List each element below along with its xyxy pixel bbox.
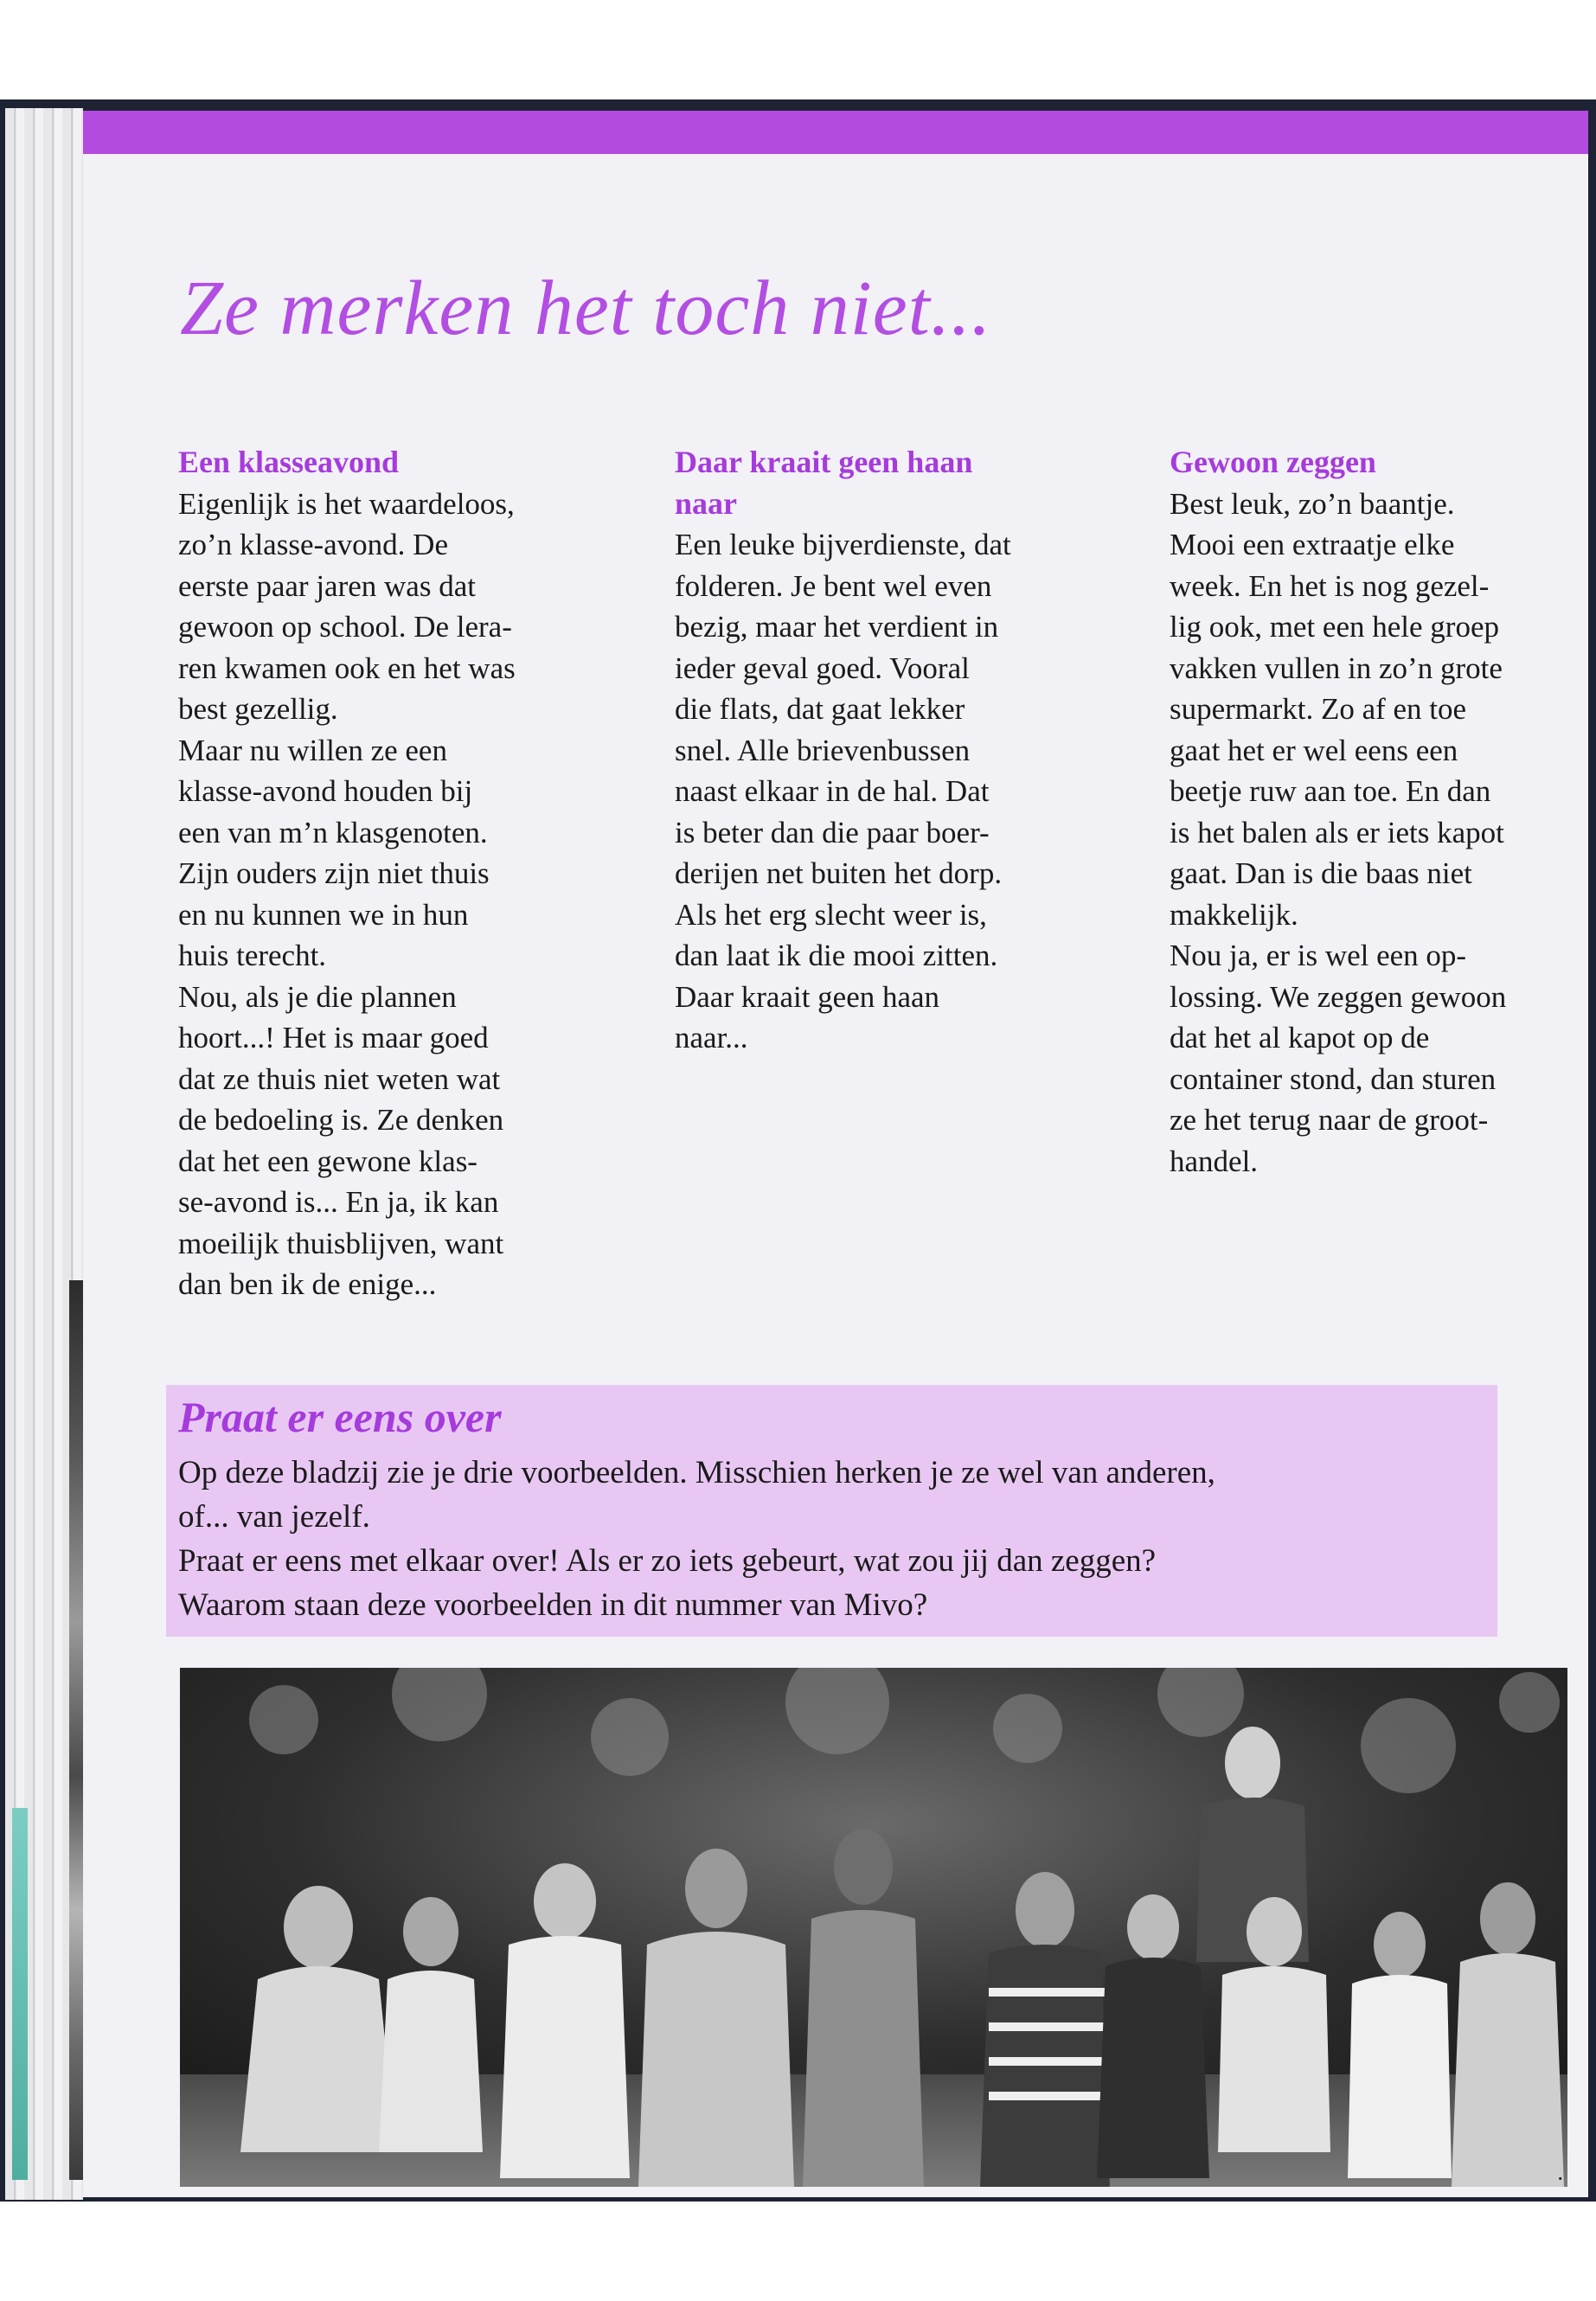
column-heading: Een klasseavond [178, 445, 400, 479]
column-klasseavond [178, 442, 585, 1305]
magazine-page [83, 111, 1588, 2197]
column-heading: Daar kraait geen haan naar [675, 445, 973, 521]
group-photo-image [180, 1668, 1567, 2187]
discussion-box [166, 1385, 1497, 1637]
discussion-line: Praat er eens met elkaar over! Als er zo iets gebeurt, wat zou jij dan zeggen? [178, 1543, 1157, 1579]
group-photo [180, 1668, 1567, 2187]
column-body: Eigenlijk is het waardeloos, zo’n klasse-avond. De eerste paar jaren was dat gewoon op school. De lera- ren kwamen ook en het was best gezellig. Maar nu willen ze een klasse-avond houden bij een van m’n klasgenoten. Zijn ouders zijn niet thuis en nu kunnen we in hun huis terecht. Nou, als je die plannen hoort...! Het is maar goed dat ze thuis niet weten wat de bedoeling is. Ze denken dat het een gewone klas- se-avond is... En ja, ik kan moeilijk thuisblijven, want dan ben ik de enige... [178, 486, 516, 1301]
teal-page-edge [12, 1808, 28, 2180]
discussion-heading: Praat er eens over [178, 1393, 502, 1441]
column-gewoon-zeggen [1170, 442, 1576, 1182]
column-body: Een leuke bijverdienste, dat folderen. Je bent wel even bezig, maar het verdient in ieder geval goed. Vooral die flats, dat gaat lekker snel. Alle brievenbussen naast elkaar in de hal. Dat is beter dan die paar boer- derijen net buiten het dorp. Als het erg slecht weer is, dan laat ik die mooi zitten. Daar kraait geen haan naar... [675, 528, 1011, 1054]
accent-bar [83, 111, 1588, 154]
column-heading: Gewoon zeggen [1170, 445, 1376, 479]
column-body: Best leuk, zo’n baantje. Mooi een extraatje elke week. En het is nog gezel- lig ook, met een hele groep vakken vullen in zo’n grote supermarkt. Zo af en toe gaat het er wel eens een beetje ruw aan toe. En dan is het balen als er iets kapot gaat. Dan is die baas niet makkelijk. Nou ja, er is wel een op- lossing. We zeggen gewoon dat het al kapot op de container stond, dan sturen ze het terug naar de groot- handel. [1170, 486, 1507, 1178]
discussion-line: Op deze bladzij zie je drie voorbeelden. Misschien herken je ze wel van anderen, [178, 1455, 1215, 1490]
page-number: · [1556, 2166, 1564, 2191]
page-title: Ze merken het toch niet... [180, 266, 992, 351]
discussion-line: Waarom staan deze voorbeelden in dit nummer van Mivo? [178, 1587, 928, 1623]
column-daar-kraait-geen-haan-naar [675, 442, 1081, 1059]
discussion-line: of... van jezelf. [178, 1499, 370, 1535]
